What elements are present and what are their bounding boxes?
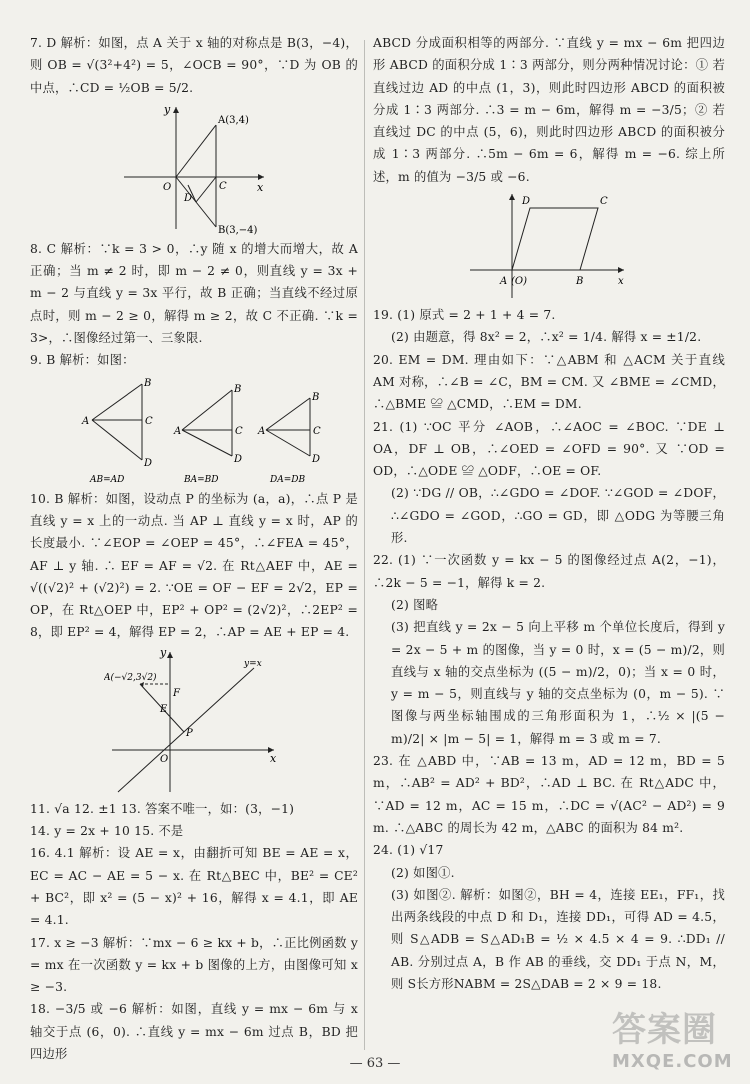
watermark-logo-text: 答案圈: [612, 1010, 717, 1050]
fig7-y-label: y: [164, 102, 171, 116]
fig9-t2-b: B: [234, 383, 242, 395]
page-number: — 63 —: [349, 1056, 401, 1071]
answer-8: 8. C 解析：∵k = 3 > 0，∴y 随 x 的增大而增大，故 A 正确；当 m ≠ 2 时，即 m − 2 ≠ 0，则直线 y = 3x + m − 2 与直线 y = 3x 平行，故 B 正确；当直线不经过原点时，则 m − 2 ≥ 0，解得 m ≥ 2，故 C 不正确. ∵k = 3>，∴图像经过第一、三象限.: [30, 241, 358, 346]
answer-23: 23. 在 △ABD 中，∵AB = 13 m，AD = 12 m，BD = 5 m，∴AB² = AD² + BD²，∴AD ⊥ BC. 在 Rt△ADC 中，∵AD = 12 m，AC = 15 m，∴DC = √(AC² − AD²) = 9 m. ∴△ABC 的周长为 42 m，△ABC 的面积为 84 m².: [373, 754, 725, 835]
fig10-point-f: F: [173, 687, 180, 699]
fig9-t2-a: A: [174, 425, 182, 437]
fig9-t1-a: A: [82, 415, 90, 427]
answer-22-3: (3) 把直线 y = 2x − 5 向上平移 m 个单位长度后，得到 y = 2x − 5 + m 的图像，当 y = 0 时，x = (5 − m)/2，则直线与 x 轴的交点坐标为 ((5 − m)/2，0)；当 x = 0 时，y = m − 5，则直线与 y 轴的交点坐标为 (0，m − 5). ∵图像与两坐标轴围成的三角形面积为 1，∴½ × |(5 − m)/2| × |m − 5| = 1，解得 m = 3 或 m = 7.: [391, 620, 725, 746]
fig9-t1-c: C: [145, 415, 153, 427]
answer-16: 16. 4.1 解析：设 AE = x，由翻折可知 BE = AE = x，EC = AC − AE = 5 − x. 在 Rt△BEC 中，BE² = CE² + BC²，即 x² = (5 − x)² + 16，解得 x = 4.1，即 AE = 4.1.: [30, 846, 358, 928]
answer-14-15: 14. y = 2x + 10 15. 不是: [30, 824, 184, 839]
answer-10: 10. B 解析：如图，设动点 P 的坐标为 (a，a)，∴点 P 是直线 y = x 上的一动点. 当 AP ⊥ 直线 y = x 时，AP 的长度最小. ∵∠EOP = ∠OEP = 45°，∴∠FEA = 45°，AF ⊥ y 轴. ∴ EF = AF = √2. 在 Rt△AEF 中，AE = √((√2)² + (√2)²) = 2. ∵OE = OF − EF = 2√2，EP = OP，在 Rt△OEP 中，EP² + OP² = (2√2)²，∴2EP² = 8，即 EP² = 4，解得 EP = 2，∴AP = AE + EP = 4.: [30, 491, 358, 640]
fig9-t2-c: C: [235, 425, 243, 437]
figure-q10-coordinate-plot: [104, 646, 284, 796]
fig10-y-label: y: [160, 645, 167, 659]
answer-19-1: 19. (1) 原式 = 2 + 1 + 4 = 7.: [373, 308, 556, 323]
answer-24-1: 24. (1) √17: [373, 843, 444, 858]
answer-7: 7. D 解析：如图，点 A 关于 x 轴的对称点是 B(3，−4)，则 OB = √(3²+4²) = 5，∠OCB = 90°，∵D 为 OB 的中点，∴CD = ½OB = 5/2.: [30, 36, 358, 95]
left-column: [30, 32, 358, 1065]
fig7-origin: O: [163, 181, 172, 193]
fig9-t1-d: D: [144, 457, 153, 469]
answer-20: 20. EM = DM. 理由如下：∵△ABM 和 △ACM 关于直线 AM 对称，∴∠B = ∠C，BM = CM. 又 ∠BME = ∠CMD，∴△BME ≌ △CMD，∴EM = DM.: [373, 352, 725, 412]
answer-9: 9. B 解析：如图：: [30, 353, 135, 368]
answer-22-2: (2) 图略: [391, 597, 439, 612]
fig9-caption-3: DA=DB: [270, 474, 306, 485]
watermark-logo: [612, 1002, 742, 1080]
answer-21-2: (2) ∵DG // OB，∴∠GDO = ∠DOF. ∵∠GOD = ∠DOF，∴∠GDO = ∠GOD，∴GO = GD，即 △ODG 为等腰三角形.: [391, 486, 725, 546]
answer-21-1: 21. (1) ∵OC 平分 ∠AOB，∴∠AOC = ∠BOC. ∵DE ⊥ OA，DF ⊥ OB，∴∠OED = ∠OFD = 90°. 又 ∵OD = OD，∴△ODE ≌ △ODF，∴OE = OF.: [373, 419, 725, 479]
fig18-origin: (O): [511, 276, 528, 288]
answer-18-part1: 18. −3/5 或 −6 解析：如图，直线 y = mx − 6m 与 x 轴交于点 (6，0). ∴直线 y = mx − 6m 过点 B，BD 把四边形: [30, 1002, 358, 1062]
answer-24-3: (3) 如图②. 解析：如图②，BH = 4，连接 EE₁，FF₁，找出两条线段的中点 D 和 D₁，连接 DD₁，可得 AD = 4.5，则 S△ADB = S△AD₁B = ½ × 4.5 × 4 = 9. ∴DD₁ // AB. 分别过点 A，B 作 AB 的垂线，交 DD₁ 于点 N，M，则 S长方形NABM = 2S△DAB = 2 × 9 = 18.: [391, 887, 725, 991]
fig10-point-p: P: [186, 727, 193, 739]
fig10-point-e: E: [160, 703, 168, 715]
answer-11-13: 11. √a 12. ±1 13. 答案不唯一，如：(3，−1): [30, 801, 295, 816]
right-column: [373, 32, 725, 995]
answer-22-1: 22. (1) ∵一次函数 y = kx − 5 的图像经过点 A(2，−1)，∴2k − 5 = −1，解得 k = 2.: [373, 553, 725, 590]
figure-q18-parallelogram: [464, 190, 634, 302]
watermark-url: MXQE.COM: [612, 1051, 733, 1072]
fig10-origin: O: [160, 753, 169, 765]
fig18-point-b: B: [576, 276, 584, 288]
fig9-t2-d: D: [234, 453, 243, 465]
fig9-t3-d: D: [312, 453, 321, 465]
fig18-point-d: D: [522, 196, 531, 208]
fig18-x-label: x: [618, 276, 624, 288]
fig7-point-d: D: [184, 192, 193, 204]
answer-18-part2: ABCD 分成面积相等的两部分. ∵直线 y = mx − 6m 把四边形 ABCD 的面积分成 1∶3 两部分，则分两种情况讨论：① 若直线过边 AD 的中点 (1，3)，则此时四边形 ABCD 的面积被分成 1∶3 两部分. ∴3 = m − 6m，解得 m = −3/5；② 若直线过 DC 的中点 (5，6)，则此时四边形 ABCD 的面积被分成 1∶3 两部分. ∴5m − 6m = 6，解得 m = −6. 综上所述，m 的值为 −3/5 或 −6.: [373, 36, 725, 184]
fig7-point-c: C: [219, 180, 227, 192]
fig9-caption-2: BA=BD: [184, 474, 219, 485]
figure-q7-coordinate-plot: [114, 101, 274, 236]
column-divider: [364, 40, 365, 1050]
fig18-point-a: A: [500, 276, 508, 288]
fig10-line-label: y=x: [244, 658, 262, 669]
fig9-t3-c: C: [313, 425, 321, 437]
fig10-x-label: x: [270, 751, 277, 765]
fig9-t3-b: B: [312, 391, 320, 403]
fig7-x-label: x: [257, 180, 264, 194]
fig7-point-b: B(3,−4): [218, 224, 258, 236]
answer-17: 17. x ≥ −3 解析：∵mx − 6 ≥ kx + b，∴正比例函数 y = mx 在一次函数 y = kx + b 图像的上方，由图像可知 x ≥ −3.: [30, 935, 358, 995]
answer-24-2: (2) 如图①.: [391, 865, 455, 880]
fig10-point-a: A(−√2,3√2): [104, 672, 157, 683]
fig9-t3-a: A: [258, 425, 266, 437]
fig9-caption-1: AB=AD: [90, 474, 125, 485]
answer-19-2: (2) 由题意，得 8x² = 2，∴x² = 1/4. 解得 x = ±1/2.: [391, 330, 702, 345]
fig9-t1-b: B: [144, 377, 152, 389]
fig18-point-c: C: [600, 196, 608, 208]
figure-q9-triangles: [34, 374, 354, 486]
fig7-point-a: A(3,4): [218, 114, 249, 126]
